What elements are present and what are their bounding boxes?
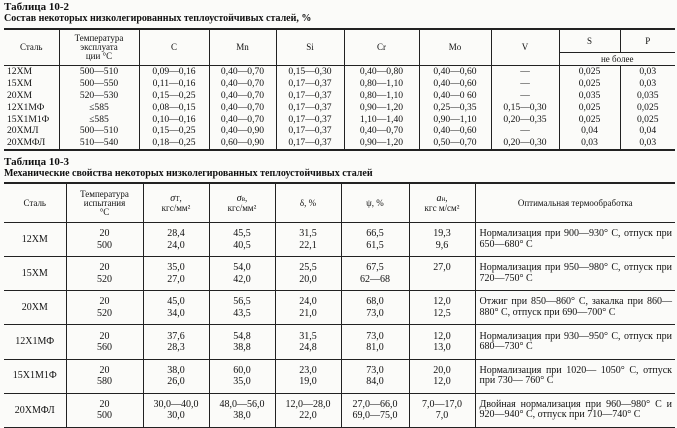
cell-test-temp: [66, 257, 143, 291]
cell-steel: 20ХМФЛ: [4, 137, 59, 150]
cell-mn: 0,40—0,90: [209, 125, 276, 137]
table1-label: Таблица 10-2: [4, 1, 70, 13]
header-heat-treatment: Оптимальная термообработка: [475, 183, 675, 223]
cell-test-temp: [66, 291, 143, 325]
cell-steel: 12ХМ: [7, 66, 33, 78]
table-row: [4, 359, 675, 393]
cell-c: 0,11—0,16: [139, 78, 209, 90]
cell-mo: 0,40—0 60: [419, 90, 491, 102]
cell-steel: 12Х1МФ: [4, 325, 66, 359]
cell-value: 81,0: [366, 342, 384, 354]
cell-yield-strength: [143, 257, 209, 291]
table2-label: Таблица 10-3: [4, 156, 70, 168]
cell-reduction-of-area: [341, 291, 409, 325]
cell-mo: 0,40—0,60: [419, 66, 491, 78]
cell-value: 28,3: [167, 342, 185, 354]
cell-steel: 15ХМ: [4, 257, 66, 291]
cell-cr: 0,40—0,80: [344, 66, 419, 78]
cell-yield-strength: [143, 393, 209, 427]
cell-elongation: [275, 291, 341, 325]
header-tensile-strength: σв, кгс/мм²: [209, 183, 275, 223]
cell-c: 0,08—0,15: [139, 102, 209, 114]
cell-steel: 15Х1М1Ф: [4, 359, 66, 393]
cell-p: 0,03: [620, 66, 675, 78]
header-operating-temp: Температура эксплуата ции °С: [59, 29, 139, 66]
cell-operating-temp: 500—510: [59, 66, 139, 78]
cell-value: 560: [97, 342, 112, 354]
cell-heat-treatment: Двойная нормализация при 960—980° С и 920—940° С, отпуск при 710—740° С: [475, 393, 675, 427]
table-row: [4, 66, 675, 78]
cell-value: 13,0: [433, 342, 451, 354]
cell-si: 0,17—0,37: [276, 78, 344, 90]
cell-value: 27,0: [167, 273, 185, 285]
cell-v: —: [491, 90, 559, 102]
cell-elongation: [275, 393, 341, 427]
cell-heat-treatment: Нормализация при 900—930° С, отпуск при 650—680° С: [475, 223, 675, 257]
cell-si: 0,17—0,37: [276, 90, 344, 102]
cell-reduction-of-area: [341, 257, 409, 291]
cell-value: 56,5: [233, 296, 251, 308]
header-reduction-of-area: ψ, %: [341, 183, 409, 223]
cell-value: 27,0: [433, 262, 451, 274]
cell-value: 500: [97, 410, 112, 422]
cell-value: 9,6: [435, 239, 449, 251]
cell-value: 7,0—17,0: [422, 398, 462, 410]
header-steel: Сталь: [4, 29, 59, 66]
header-mo: Mo: [419, 29, 491, 66]
cell-value: 12,0—28,0: [285, 398, 331, 410]
cell-mn: 0,40—0,70: [209, 66, 276, 78]
cell-cr: 0,90—1,20: [344, 137, 419, 150]
cell-mn: 0,40—0,70: [209, 113, 276, 125]
cell-test-temp: [66, 223, 143, 257]
cell-tensile-strength: [209, 257, 275, 291]
cell-p: 0,025: [620, 102, 675, 114]
table-row: [4, 257, 675, 291]
cell-steel: 12Х1МФ: [7, 101, 45, 113]
cell-value: 73,0: [366, 307, 384, 319]
cell-value: 580: [97, 376, 112, 388]
cell-value: 26,0: [167, 376, 185, 388]
cell-value: 24,8: [299, 342, 317, 354]
cell-value: 42,0: [233, 273, 251, 285]
cell-value: 19,0: [299, 376, 317, 388]
cell-heat-treatment: Отжиг при 850—860° С, закалка при 860—880° С, отпуск при 690—700° С: [475, 291, 675, 325]
cell-elongation: [275, 257, 341, 291]
table-row: [4, 325, 675, 359]
cell-yield-strength: [143, 359, 209, 393]
cell-value: 19,3: [433, 228, 451, 240]
table-row: [4, 113, 675, 125]
cell-cr: 0,80—1,10: [344, 90, 419, 102]
table-row: [4, 90, 675, 102]
cell-value: 45,5: [233, 228, 251, 240]
table2-title: Механические свойства некоторых низколегированных теплоустойчивых сталей: [4, 168, 373, 179]
cell-value: 500: [97, 239, 112, 251]
cell-mo: 0,40—0,60: [419, 78, 491, 90]
cell-value: 30,0: [167, 410, 185, 422]
cell-value: 62—68: [360, 273, 390, 285]
cell-operating-temp: 520—530: [59, 90, 139, 102]
header-elongation: δ, %: [275, 183, 341, 223]
cell-operating-temp: 500—550: [59, 78, 139, 90]
cell-value: 35,0: [233, 376, 251, 388]
cell-value: 20: [99, 364, 110, 376]
cell-impact-strength: [409, 223, 475, 257]
table-row: [4, 102, 675, 114]
cell-value: 22,0: [299, 410, 317, 422]
cell-s: 0,025: [559, 66, 620, 78]
cell-test-temp: [66, 359, 143, 393]
cell-value: 23,0: [299, 364, 317, 376]
cell-value: 38,8: [233, 342, 251, 354]
cell-value: 520: [97, 307, 112, 319]
cell-p: 0,025: [620, 113, 675, 125]
cell-value: 60,0: [233, 364, 251, 376]
cell-mn: 0,40—0,70: [209, 78, 276, 90]
cell-value: 31,5: [299, 228, 317, 240]
cell-value: 37,6: [167, 330, 185, 342]
cell-p: 0,035: [620, 90, 675, 102]
cell-steel: 20ХМ: [7, 89, 33, 101]
cell-value: 12,5: [433, 307, 451, 319]
cell-value: 24,0: [299, 296, 317, 308]
cell-impact-strength: [409, 393, 475, 427]
cell-value: 21,0: [299, 307, 317, 319]
cell-yield-strength: [143, 291, 209, 325]
cell-si: 0,17—0,37: [276, 102, 344, 114]
cell-operating-temp: ≤585: [59, 102, 139, 114]
table-row: [4, 291, 675, 325]
cell-operating-temp: 500—510: [59, 125, 139, 137]
cell-value: 20: [99, 296, 110, 308]
cell-p: 0,03: [620, 137, 675, 150]
cell-value: 68,0: [366, 296, 384, 308]
header-p: P: [620, 29, 675, 53]
cell-operating-temp: ≤585: [59, 113, 139, 125]
cell-c: 0,10—0,16: [139, 113, 209, 125]
cell-value: 48,0—56,0: [219, 398, 265, 410]
cell-elongation: [275, 223, 341, 257]
cell-value: 30,0—40,0: [153, 398, 199, 410]
header-steel: Сталь: [4, 183, 66, 223]
cell-s: 0,035: [559, 90, 620, 102]
cell-steel: 15Х1М1Ф: [7, 113, 50, 125]
cell-value: 38,0: [233, 410, 251, 422]
cell-value: 12,0: [433, 330, 451, 342]
cell-cr: 0,90—1,20: [344, 102, 419, 114]
cell-elongation: [275, 359, 341, 393]
cell-cr: 0,80—1,10: [344, 78, 419, 90]
cell-s: 0,04: [559, 125, 620, 137]
cell-reduction-of-area: [341, 359, 409, 393]
cell-yield-strength: [143, 223, 209, 257]
cell-cr: 0,40—0,70: [344, 125, 419, 137]
table1-title: Состав некоторых низколегированных теплоустойчивых сталей, %: [4, 13, 312, 24]
cell-mo: 0,25—0,35: [419, 102, 491, 114]
cell-impact-strength: [409, 257, 475, 291]
cell-value: 35,0: [167, 262, 185, 274]
cell-impact-strength: [409, 359, 475, 393]
cell-mn: 0,40—0,70: [209, 102, 276, 114]
cell-value: 31,5: [299, 330, 317, 342]
header-not-more: не более: [559, 53, 675, 66]
cell-value: 12,0: [433, 376, 451, 388]
cell-reduction-of-area: [341, 393, 409, 427]
mechanical-properties-table: [4, 182, 675, 428]
cell-steel: 20ХМ: [4, 291, 66, 325]
cell-value: 40,5: [233, 239, 251, 251]
cell-c: 0,09—0,16: [139, 66, 209, 78]
cell-si: 0,17—0,37: [276, 137, 344, 150]
table-row: [4, 223, 675, 257]
cell-heat-treatment: Нормализация при 950—980° С, отпуск при 720—750° С: [475, 257, 675, 291]
cell-value: 20: [99, 262, 110, 274]
cell-mo: 0,50—0,70: [419, 137, 491, 150]
cell-value: 20: [99, 330, 110, 342]
cell-value: 43,5: [233, 307, 251, 319]
header-v: V: [491, 29, 559, 66]
cell-value: 28,4: [167, 228, 185, 240]
cell-value: 7,0: [435, 410, 449, 422]
table-row: [4, 125, 675, 137]
cell-s: 0,025: [559, 78, 620, 90]
cell-c: 0,15—0,25: [139, 125, 209, 137]
table-row: [4, 137, 675, 150]
cell-s: 0,03: [559, 137, 620, 150]
cell-tensile-strength: [209, 393, 275, 427]
cell-heat-treatment: Нормализация при 1020— 1050° С, отпуск при 730— 760° С: [475, 359, 675, 393]
cell-c: 0,15—0,25: [139, 90, 209, 102]
cell-v: 0,20—0,35: [491, 113, 559, 125]
cell-steel: 20ХМЛ: [7, 125, 39, 137]
cell-heat-treatment: Нормализация при 930—950° С, отпуск при 680—730° С: [475, 325, 675, 359]
cell-value: 61,5: [366, 239, 384, 251]
header-si: Si: [276, 29, 344, 66]
cell-p: 0,04: [620, 125, 675, 137]
cell-tensile-strength: [209, 291, 275, 325]
cell-value: 54,8: [233, 330, 251, 342]
cell-tensile-strength: [209, 325, 275, 359]
cell-value: 67,5: [366, 262, 384, 274]
cell-value: 73,0: [366, 330, 384, 342]
cell-v: —: [491, 78, 559, 90]
cell-v: 0,15—0,30: [491, 102, 559, 114]
cell-value: 38,0: [167, 364, 185, 376]
cell-s: 0,025: [559, 113, 620, 125]
cell-test-temp: [66, 325, 143, 359]
cell-p: 0,03: [620, 78, 675, 90]
cell-steel: 12ХМ: [4, 223, 66, 257]
cell-impact-strength: [409, 325, 475, 359]
cell-si: 0,15—0,30: [276, 66, 344, 78]
cell-value: 22,1: [299, 239, 317, 251]
cell-mo: 0,40—0,60: [419, 125, 491, 137]
cell-s: 0,025: [559, 102, 620, 114]
cell-v: —: [491, 125, 559, 137]
cell-si: 0,17—0,37: [276, 125, 344, 137]
header-yield-strength: σТ, кгс/мм²: [143, 183, 209, 223]
table-row: [4, 393, 675, 427]
cell-steel: 15ХМ: [7, 78, 33, 90]
header-mn: Mn: [209, 29, 276, 66]
cell-operating-temp: 510—540: [59, 137, 139, 150]
cell-c: 0,18—0,25: [139, 137, 209, 150]
cell-value: 73,0: [366, 364, 384, 376]
header-cr: Cr: [344, 29, 419, 66]
cell-value: 27,0—66,0: [352, 398, 398, 410]
cell-value: 69,0—75,0: [352, 410, 398, 422]
cell-value: 520: [97, 273, 112, 285]
cell-steel: 20ХМФЛ: [4, 393, 66, 427]
cell-tensile-strength: [209, 223, 275, 257]
cell-value: 45,0: [167, 296, 185, 308]
cell-value: 20: [99, 398, 110, 410]
cell-mo: 0,90—1,10: [419, 113, 491, 125]
header-test-temp: Температура испытания °С: [66, 183, 143, 223]
header-s: S: [559, 29, 620, 53]
cell-yield-strength: [143, 325, 209, 359]
cell-value: 54,0: [233, 262, 251, 274]
cell-v: —: [491, 66, 559, 78]
cell-value: 24,0: [167, 239, 185, 251]
cell-value: 84,0: [366, 376, 384, 388]
cell-mn: 0,60—0,90: [209, 137, 276, 150]
cell-impact-strength: [409, 291, 475, 325]
cell-reduction-of-area: [341, 325, 409, 359]
cell-test-temp: [66, 393, 143, 427]
cell-value: 66,5: [366, 228, 384, 240]
cell-value: 20,0: [433, 364, 451, 376]
cell-value: [410, 274, 475, 286]
cell-value: 12,0: [433, 296, 451, 308]
cell-mn: 0,40—0,70: [209, 90, 276, 102]
composition-table: [4, 28, 675, 151]
header-impact-strength: aн, кгс м/см²: [409, 183, 475, 223]
table-row: [4, 78, 675, 90]
cell-elongation: [275, 325, 341, 359]
header-c: C: [139, 29, 209, 66]
cell-cr: 1,10—1,40: [344, 113, 419, 125]
cell-value: 20: [99, 228, 110, 240]
cell-value: 20,0: [299, 273, 317, 285]
cell-v: 0,20—0,30: [491, 137, 559, 150]
cell-tensile-strength: [209, 359, 275, 393]
cell-si: 0,17—0,37: [276, 113, 344, 125]
cell-reduction-of-area: [341, 223, 409, 257]
cell-value: 34,0: [167, 307, 185, 319]
cell-value: 25,5: [299, 262, 317, 274]
